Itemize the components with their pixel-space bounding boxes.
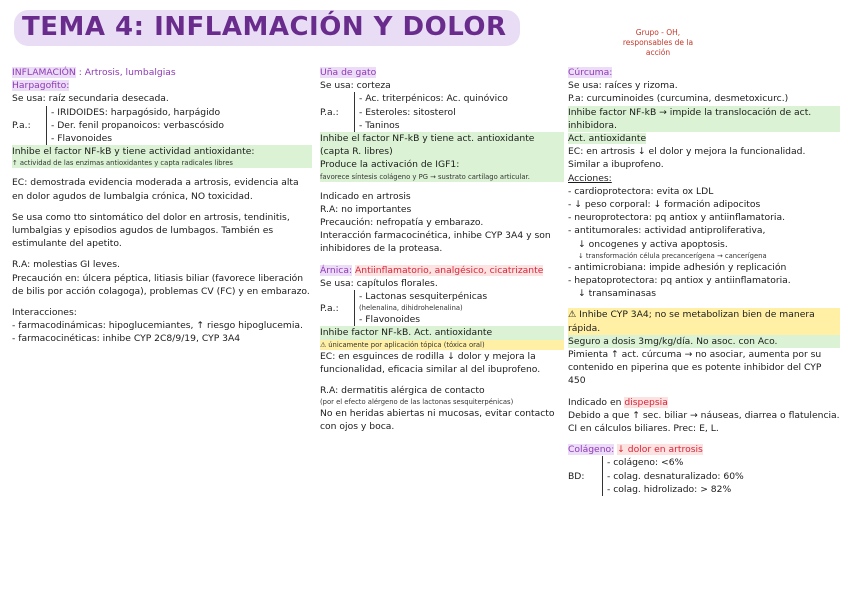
reacciones-adversas: R.A: no importantes (320, 203, 412, 215)
heading-line (12, 66, 312, 79)
pa-item: - Esteroles: sitosterol (359, 106, 456, 118)
mecanismo-accion: Inhibe factor NF-kB → impide la translocación de act. inhibidora. (568, 106, 840, 132)
ra-detalle: (por el efecto alérgeno de las lactonas sesquiterpénicas) (320, 398, 514, 407)
acciones-title: Acciones: (568, 172, 612, 184)
indicacion: Indicado en artrosis (320, 190, 411, 202)
interaccion-farmacodinamica: - farmacodinámicas: hipoglucemiantes, ↑ riesgo hipoglucemia. (12, 320, 303, 332)
top-annotation: Grupo - OH, responsables de la acción (622, 28, 694, 57)
interacciones-title: Interacciones: (12, 307, 77, 319)
column-curcuma (568, 66, 840, 496)
accion-item-detail: ↓ transformación célula precancerígena → cancerígena (578, 251, 767, 260)
reacciones-adversas: R.A: molestias GI leves. (12, 259, 120, 271)
heading-curcuma: Cúrcuma: (568, 67, 613, 78)
principios-activos-arnica (320, 290, 564, 326)
actividad-antioxidante: Act. antioxidante (568, 133, 647, 145)
accion-item: - antimicrobiana: impide adhesión y replicación (568, 261, 787, 273)
mecanismo-accion: Inhibe el factor NF-kB y tiene actividad antioxidante: (12, 145, 312, 158)
interacciones: Interacción farmacocinética, inhibe CYP 3A4 y son inhibidores de la proteasa. (320, 230, 551, 255)
efectos: Debido a que ↑ sec. biliar → náuseas, diarrea o flatulencia. (568, 409, 840, 421)
biodisponibilidad (568, 456, 840, 496)
page-title: TEMA 4: INFLAMACIÓN Y DOLOR (14, 10, 520, 46)
heading-una-de-gato: Uña de gato (320, 67, 377, 78)
pa-label: P.a.: (320, 302, 339, 314)
parte-usada: Se usa: raíces y rizoma. (568, 80, 678, 92)
pa-item: - IRIDOIDES: harpagósido, harpágido (51, 106, 221, 118)
pa-item: - Flavonoides (359, 314, 421, 326)
accion-item: - hepatoprotectora: pq antiox y antiinflamatoria. (568, 275, 791, 287)
mecanismo-detalle: ↑ actividad de las enzimas antioxidantes y capta radicales libres (12, 158, 312, 168)
colageno-indicacion: ↓ dolor en artrosis (617, 444, 703, 456)
indicacion-label: Indicado en (568, 396, 622, 408)
warning-cyp: ⚠ Inhibe CYP 3A4; no se metabolizan bien de manera rápida. (568, 308, 840, 334)
column-inflamacion (12, 66, 312, 346)
dosis-segura: Seguro a dosis 3mg/kg/día. No asoc. con Aco. (568, 335, 840, 348)
parte-usada: Se usa: raíz secundaria desecada. (12, 93, 169, 105)
bd-item: - colag. desnaturalizado: 60% (607, 470, 744, 482)
mecanismo-arnica: Inhibe factor NF-kB. Act. antioxidante (320, 326, 564, 339)
evidencia-clinica: EC: demostrada evidencia moderada a artrosis, evidencia alta en dolor agudos de lumbalgia crónica, NO toxicidad. (12, 177, 299, 202)
bd-item: - colágeno: <6% (607, 457, 684, 469)
heading-uses: : Artrosis, lumbalgias (78, 67, 176, 78)
column-una-de-gato (320, 66, 564, 434)
reacciones-adversas: R.A: dermatitis alérgica de contacto (320, 385, 485, 397)
parte-usada: Se usa: corteza (320, 80, 391, 92)
pimienta-nota: Pimienta ↑ act. cúrcuma → no asociar, aumenta por su contenido en piperina que es potente inhibidor del CYP 450 (568, 349, 822, 387)
contraindicacion: No en heridas abiertas ni mucosas, evitar contacto con ojos y boca. (320, 408, 555, 433)
activacion-igf1: Produce la activación de IGF1: (320, 158, 564, 171)
usos: Se usa como tto sintomático del dolor en artrosis, tendinitis, lumbalgias y episodios agudos de lumbagos. También es estimulante del apetito. (12, 211, 290, 250)
accion-item: ↓ transaminasas (578, 288, 657, 300)
heading-arnica: Árnica: (320, 264, 353, 276)
accion-item: - ↓ peso corporal: ↓ formación adipocitos (568, 199, 761, 211)
heading-inflamacion: INFLAMACIÓN (12, 67, 76, 78)
pa-item: - Der. fenil propanoicos: verbascósido (51, 119, 225, 131)
interaccion-farmacocinetica: - farmacocinéticas: inhibe CYP 2C8/9/19, CYP 3A4 (12, 333, 241, 345)
mecanismo-accion: Inhibe el factor NF-kB y tiene act. antioxidante (capta R. libres) (320, 132, 564, 158)
pa-item-detail: (helenalina, dihidrohelenalina) (359, 304, 463, 313)
pa-label: P.a.: (320, 106, 339, 118)
parte-usada: Se usa: capítulos florales. (320, 277, 438, 289)
arnica-descripcion: Antiinflamatorio, analgésico, cicatrizante (354, 264, 544, 276)
activacion-detalle: favorece síntesis colágeno y PG → sustrato cartílago articular. (320, 172, 564, 182)
evidencia-clinica: EC: en esguinces de rodilla ↓ dolor y mejora la funcionalidad, eficacia similar al del ibuprofeno. (320, 350, 541, 375)
heading-harpagofito: Harpagofito: (12, 80, 70, 92)
contraindicacion: CI en cálculos biliares. Prec: E, L. (568, 423, 719, 435)
accion-item: - neuroprotectora: pq antiox y antiinflamatoria. (568, 212, 786, 224)
principios-activos: P.a: curcuminoides (curcumina, desmetoxicurc.) (568, 93, 789, 105)
bd-item: - colag. hidrolizado: > 82% (607, 483, 732, 495)
principios-activos (320, 92, 564, 132)
accion-item: - antitumorales: actividad antiproliferativa, (568, 225, 766, 237)
heading-colageno: Colágeno: (568, 444, 615, 456)
accion-item: - cardioprotectora: evita ox LDL (568, 185, 714, 197)
pa-item: - Taninos (359, 119, 400, 131)
pa-item: - Ac. triterpénicos: Ac. quinóvico (359, 93, 508, 105)
pa-item: - Flavonoides (51, 133, 113, 145)
pa-label: P.a.: (12, 119, 31, 131)
pa-item: - Lactonas sesquiterpénicas (359, 291, 488, 303)
precauciones: Precaución: nefropatía y embarazo. (320, 217, 484, 229)
principios-activos (12, 106, 312, 146)
accion-item: ↓ oncogenes y activa apoptosis. (578, 238, 728, 250)
bd-label: BD: (568, 470, 585, 482)
warning-topico: ⚠ únicamente por aplicación tópica (tóxica oral) (320, 340, 564, 350)
indicacion-dispepsia: dispepsia (624, 396, 668, 408)
evidencia-clinica: EC: en artrosis ↓ el dolor y mejora la funcionalidad. Similar a ibuprofeno. (568, 146, 806, 171)
precauciones: Precaución en: úlcera péptica, litiasis biliar (favorece liberación de bilis por acción colagoga), problemas CV (FC) y en embarazo. (12, 272, 310, 297)
